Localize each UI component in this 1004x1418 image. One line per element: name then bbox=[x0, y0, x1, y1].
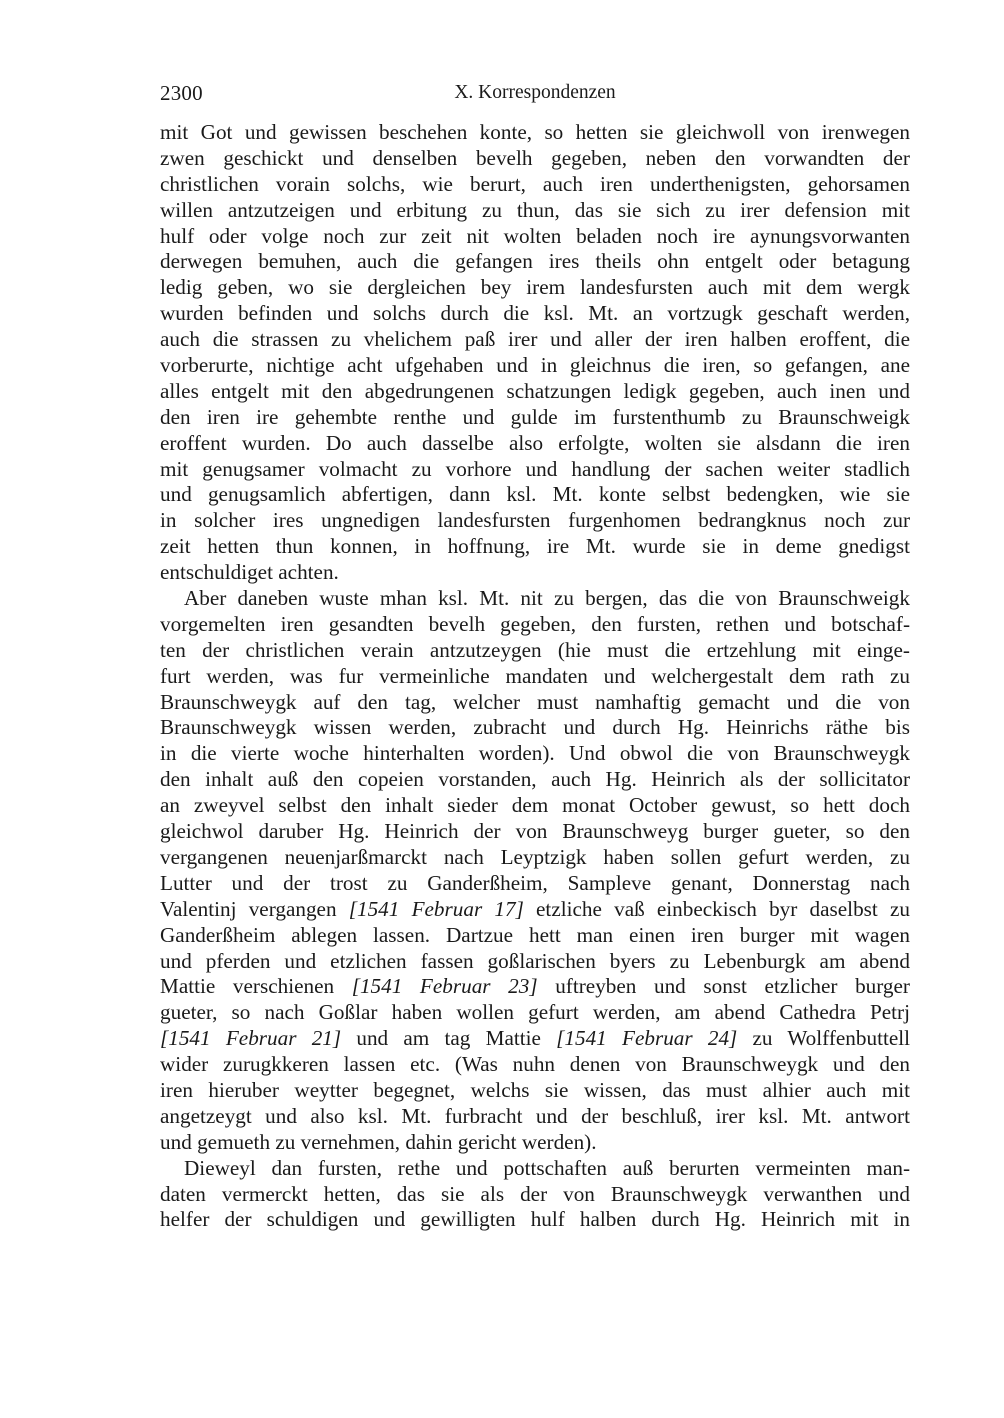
text-segment: helfer der schuldigen und gewilligten hulf halben durch Hg. Heinrich mit in bbox=[160, 1207, 910, 1232]
text-segment: gleichwol daruber Hg. Heinrich der von Braunschweyg burger gueter, so den bbox=[160, 819, 910, 844]
text-line bbox=[160, 405, 910, 431]
text-segment: und am tag Mattie bbox=[341, 1026, 557, 1051]
text-line bbox=[160, 327, 910, 353]
text-line bbox=[160, 1156, 910, 1182]
text-line bbox=[160, 534, 910, 560]
text-line bbox=[160, 1052, 910, 1078]
text-segment: alles entgelt mit den abgedrungenen schatzungen ledigk gegeben, auch inen und bbox=[160, 378, 910, 403]
text-line bbox=[160, 715, 910, 741]
running-title: X. Korrespondenzen bbox=[454, 82, 616, 103]
text-segment: ledig geben, wo sie dergleichen bey irem landesfursten auch mit dem wergk bbox=[160, 275, 910, 300]
running-header bbox=[160, 78, 910, 108]
text-line bbox=[160, 767, 910, 793]
text-segment: etzliche vaß einbeckisch byr daselbst zu bbox=[523, 896, 910, 921]
text-segment: Valentinj vergangen bbox=[160, 896, 349, 921]
text-line bbox=[160, 249, 910, 275]
text-segment: eroffent wurden. Do auch dasselbe also erfolgte, wolten sie alsdann die iren bbox=[160, 430, 910, 455]
editorial-date-annotation: [1541 Februar 24] bbox=[556, 1026, 738, 1051]
text-line bbox=[160, 301, 910, 327]
text-line bbox=[160, 949, 910, 975]
text-segment: zeit hetten thun konnen, in hoffnung, ire Mt. wurde sie in deme gnedigst bbox=[160, 534, 910, 559]
text-line bbox=[160, 1104, 910, 1130]
text-segment: ten der christlichen verain antzutzeygen (hie must die ertzehlung mit einge- bbox=[160, 637, 910, 662]
text-segment: den iren ire gehembte renthe und gulde im furstenthumb zu Braunschweigk bbox=[160, 404, 910, 429]
text-line bbox=[160, 871, 910, 897]
text-segment: den inhalt auß den copeien vorstanden, auch Hg. Heinrich als der sollicitator bbox=[160, 767, 910, 792]
text-line bbox=[160, 224, 910, 250]
text-segment: hulf oder volge noch zur zeit nit wolten beladen noch ire aynungsvorwanten bbox=[160, 223, 910, 248]
text-segment: iren hieruber weytter begegnet, welchs sie wissen, das must alhier auch mit bbox=[160, 1077, 910, 1102]
text-line bbox=[160, 120, 910, 146]
editorial-date-annotation: [1541 Februar 21] bbox=[160, 1026, 342, 1051]
text-segment: in solcher ires ungnedigen landesfursten furgenhomen bedrangknus noch zur bbox=[160, 508, 910, 533]
text-line bbox=[160, 146, 910, 172]
body-text bbox=[160, 120, 910, 1233]
text-segment: in die vierte woche hinterhalten worden). Und obwol die von Braunschweygk bbox=[160, 741, 910, 766]
text-segment: derwegen bemuhen, auch die gefangen ires theils ohn entgelt oder betagung bbox=[160, 249, 910, 274]
text-segment: Ganderßheim ablegen lassen. Dartzue hett man einen iren burger mit wagen bbox=[160, 922, 910, 947]
text-line bbox=[160, 1026, 910, 1052]
editorial-date-annotation: [1541 Februar 23] bbox=[351, 974, 538, 999]
text-segment: mit genugsamer volmacht zu vorhore und handlung der sachen weiter stadlich bbox=[160, 456, 910, 481]
text-line bbox=[160, 638, 910, 664]
text-segment: Aber daneben wuste mhan ksl. Mt. nit zu bergen, das die von Braunschweigk bbox=[184, 586, 910, 611]
text-segment: zu Wolffenbuttell bbox=[737, 1026, 911, 1051]
text-segment: Braunschweygk wissen werden, zubracht und durch Hg. Heinrichs räthe bis bbox=[160, 715, 910, 740]
text-line bbox=[160, 690, 910, 716]
text-line bbox=[160, 560, 910, 586]
text-segment: vergangenen neuenjarßmarckt nach Leyptzigk haben sollen gefurt werden, zu bbox=[160, 844, 910, 869]
editorial-date-annotation: [1541 Februar 17] bbox=[348, 896, 524, 921]
text-line bbox=[160, 974, 910, 1000]
text-line bbox=[160, 457, 910, 483]
text-line bbox=[160, 664, 910, 690]
text-segment: Braunschweygk auf den tag, welcher must namhaftig gemacht und die von bbox=[160, 689, 910, 714]
text-segment: Dieweyl dan fursten, rethe und pottschaften auß berurten vermeinten man- bbox=[184, 1155, 910, 1180]
text-line bbox=[160, 897, 910, 923]
text-segment: gueter, so nach Goßlar haben wollen gefurt werden, am abend Cathedra Petrj bbox=[160, 1000, 910, 1025]
text-segment: wurden befinden und solchs durch die ksl. Mt. an vortzugk geschaft werden, bbox=[160, 301, 910, 326]
text-segment: wider zurugkkeren lassen etc. (Was nuhn denen von Braunschweygk und den bbox=[160, 1052, 910, 1077]
text-segment: Mattie verschienen bbox=[160, 974, 352, 999]
text-segment: uftreyben und sonst etzlicher burger bbox=[537, 974, 910, 999]
paragraph bbox=[160, 120, 910, 586]
text-line bbox=[160, 819, 910, 845]
text-segment: zwen geschickt und denselben bevelh gegeben, neben den vorwandten der bbox=[160, 145, 910, 170]
text-line bbox=[160, 793, 910, 819]
text-line bbox=[160, 1000, 910, 1026]
text-line bbox=[160, 275, 910, 301]
text-line bbox=[160, 586, 910, 612]
text-segment: willen antzutzeigen und erbitung zu thun, das sie sich zu irer defension mit bbox=[160, 197, 910, 222]
text-line bbox=[160, 198, 910, 224]
text-line bbox=[160, 482, 910, 508]
text-line bbox=[160, 379, 910, 405]
text-line bbox=[160, 845, 910, 871]
text-segment: entschuldiget achten. bbox=[160, 560, 339, 585]
text-line bbox=[160, 508, 910, 534]
text-line bbox=[160, 172, 910, 198]
text-segment: mit Got und gewissen beschehen konte, so hetten sie gleichwoll von irenwegen bbox=[160, 120, 910, 144]
page-number: 2300 bbox=[160, 81, 203, 105]
text-line bbox=[160, 923, 910, 949]
text-segment: vorberurte, nichtige acht ufgehaben und in gleichnus die iren, so gefangen, ane bbox=[160, 353, 910, 378]
paragraph bbox=[160, 586, 910, 1156]
text-segment: furt werden, was fur vermeinliche mandaten und welchergestalt dem rath zu bbox=[160, 663, 910, 688]
text-line bbox=[160, 353, 910, 379]
text-segment: und genugsamlich abfertigen, dann ksl. Mt. konte selbst bedengken, wie sie bbox=[160, 482, 910, 507]
text-segment: an zweyvel selbst den inhalt sieder dem monat October gewust, so hett doch bbox=[160, 793, 910, 818]
text-line bbox=[160, 1182, 910, 1208]
text-segment: angetzeygt und also ksl. Mt. furbracht und der beschluß, irer ksl. Mt. antwort bbox=[160, 1103, 910, 1128]
text-line bbox=[160, 1207, 910, 1233]
text-segment: vorgemelten iren gesandten bevelh gegeben, den fursten, rethen und botschaf- bbox=[160, 611, 910, 636]
text-segment: Lutter und der trost zu Ganderßheim, Sampleve genant, Donnerstag nach bbox=[160, 870, 910, 895]
text-line bbox=[160, 431, 910, 457]
text-line bbox=[160, 1078, 910, 1104]
paragraph bbox=[160, 1156, 910, 1234]
text-segment: und pferden und etzlichen fassen goßlarischen byers zu Lebenburgk am abend bbox=[160, 948, 910, 973]
text-line bbox=[160, 741, 910, 767]
text-segment: christlichen vorain solchs, wie berurt, auch iren underthenigsten, gehorsamen bbox=[160, 171, 910, 196]
book-page bbox=[160, 78, 910, 1233]
text-segment: auch die strassen zu vhelichem paß irer und aller der iren halben eroffent, die bbox=[160, 327, 910, 352]
text-segment: daten vermerckt hetten, das sie als der von Braunschweygk verwanthen und bbox=[160, 1181, 910, 1206]
text-line bbox=[160, 1130, 910, 1156]
text-line bbox=[160, 612, 910, 638]
text-segment: und gemueth zu vernehmen, dahin gericht werden). bbox=[160, 1129, 597, 1154]
